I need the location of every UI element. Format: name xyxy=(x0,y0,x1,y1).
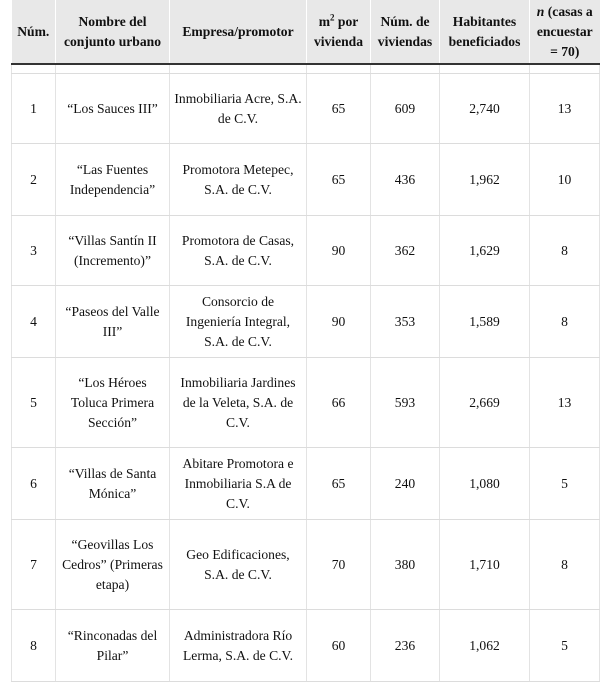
cell-m2: 66 xyxy=(307,358,371,448)
cell-nombre: “Villas de Santa Mónica” xyxy=(56,448,170,520)
header-habitantes: Habitantes beneficiados xyxy=(440,0,530,64)
cell-empresa: Inmobiliaria Acre, S.A. de C.V. xyxy=(170,74,307,144)
table-row xyxy=(12,520,600,610)
cell-n: 8 xyxy=(530,520,600,610)
cell-m2: 65 xyxy=(307,144,371,216)
cell-viviendas: 240 xyxy=(371,448,440,520)
table-row xyxy=(12,448,600,520)
cell-viviendas: 353 xyxy=(371,286,440,358)
cell-num: 7 xyxy=(12,520,56,610)
header-m2-unit: m xyxy=(318,13,331,29)
cell-num: 5 xyxy=(12,358,56,448)
header-num: Núm. xyxy=(12,0,56,64)
cell-n: 5 xyxy=(530,610,600,682)
cell-empresa: Geo Edificaciones, S.A. de C.V. xyxy=(170,520,307,610)
cell-n: 10 xyxy=(530,144,600,216)
cell-n: 8 xyxy=(530,216,600,286)
cell-m2: 90 xyxy=(307,216,371,286)
cell-nombre: “Los Héroes Toluca Primera Sección” xyxy=(56,358,170,448)
cell-viviendas: 236 xyxy=(371,610,440,682)
cell-viviendas: 362 xyxy=(371,216,440,286)
header-n-rest: (casas a encuestar = 70) xyxy=(536,3,593,59)
cell-viviendas: 436 xyxy=(371,144,440,216)
table-row xyxy=(12,610,600,682)
cell-n: 8 xyxy=(530,286,600,358)
cell-viviendas: 380 xyxy=(371,520,440,610)
cell-habitantes: 1,062 xyxy=(440,610,530,682)
cell-habitantes: 2,669 xyxy=(440,358,530,448)
header-m2 xyxy=(307,0,371,64)
cell-empresa: Administradora Río Lerma, S.A. de C.V. xyxy=(170,610,307,682)
cell-habitantes: 1,589 xyxy=(440,286,530,358)
cell-nombre: “Rinconadas del Pilar” xyxy=(56,610,170,682)
header-empresa: Empresa/promotor xyxy=(170,0,307,64)
cell-num: 6 xyxy=(12,448,56,520)
header-m2-rest: por vivienda xyxy=(313,13,364,49)
header-n xyxy=(530,0,600,64)
table-row xyxy=(12,216,600,286)
cell-habitantes: 1,962 xyxy=(440,144,530,216)
cell-nombre: “Las Fuentes Independencia” xyxy=(56,144,170,216)
cell-habitantes: 2,740 xyxy=(440,74,530,144)
cell-m2: 90 xyxy=(307,286,371,358)
cell-empresa: Consorcio de Ingeniería Integral, S.A. de C.V. xyxy=(170,286,307,358)
header-viviendas: Núm. de viviendas xyxy=(371,0,440,64)
cell-num: 8 xyxy=(12,610,56,682)
cell-nombre: “Villas Santín II (Incremento)” xyxy=(56,216,170,286)
header-nombre: Nombre del conjunto urbano xyxy=(56,0,170,64)
cell-empresa: Promotora de Casas, S.A. de C.V. xyxy=(170,216,307,286)
cell-num: 2 xyxy=(12,144,56,216)
cell-num: 3 xyxy=(12,216,56,286)
cell-num: 1 xyxy=(12,74,56,144)
cell-empresa: Abitare Promotora e Inmobiliaria S.A de C.V. xyxy=(170,448,307,520)
cell-nombre: “Paseos del Valle III” xyxy=(56,286,170,358)
table-row xyxy=(12,74,600,144)
cell-num: 4 xyxy=(12,286,56,358)
cell-empresa: Inmobiliaria Jardines de la Veleta, S.A. de C.V. xyxy=(170,358,307,448)
header-m2-exponent: 2 xyxy=(330,11,335,22)
cell-m2: 60 xyxy=(307,610,371,682)
table-row xyxy=(12,286,600,358)
cell-m2: 65 xyxy=(307,448,371,520)
cell-m2: 65 xyxy=(307,74,371,144)
cell-nombre: “Geovillas Los Cedros” (Primeras etapa) xyxy=(56,520,170,610)
cell-habitantes: 1,080 xyxy=(440,448,530,520)
cell-n: 5 xyxy=(530,448,600,520)
cell-habitantes: 1,629 xyxy=(440,216,530,286)
header-n-letter: n xyxy=(536,3,545,19)
cell-n: 13 xyxy=(530,74,600,144)
header-row xyxy=(12,0,600,64)
spacer-row xyxy=(12,64,600,74)
cell-viviendas: 609 xyxy=(371,74,440,144)
cell-n: 13 xyxy=(530,358,600,448)
cell-empresa: Promotora Metepec, S.A. de C.V. xyxy=(170,144,307,216)
cell-nombre: “Los Sauces III” xyxy=(56,74,170,144)
cell-m2: 70 xyxy=(307,520,371,610)
cell-viviendas: 593 xyxy=(371,358,440,448)
table-row xyxy=(12,358,600,448)
table-row xyxy=(12,144,600,216)
cell-habitantes: 1,710 xyxy=(440,520,530,610)
housing-table xyxy=(11,0,600,682)
